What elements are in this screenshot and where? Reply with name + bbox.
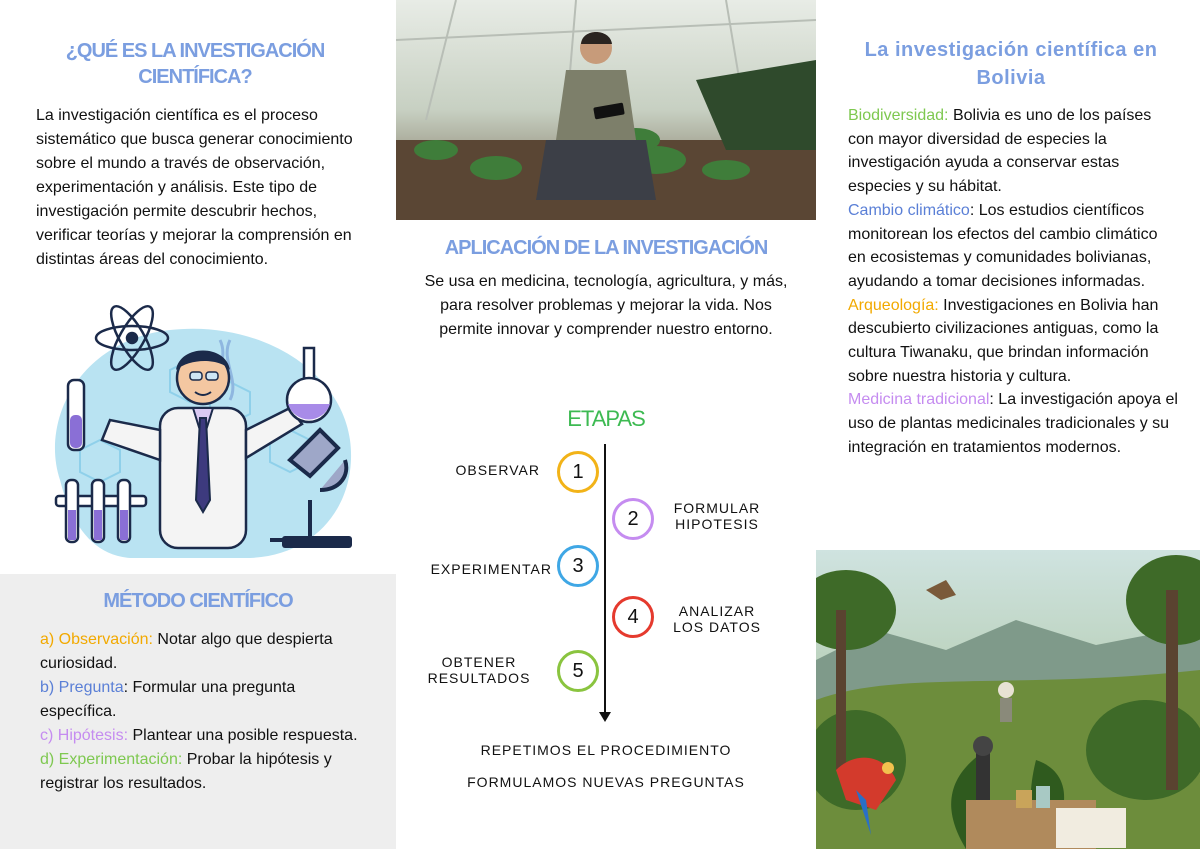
step-label: a) Observación: xyxy=(40,631,153,648)
step-text: Probar la hipótesis y registrar los resultados. xyxy=(40,751,332,792)
item-label: Biodiversidad: xyxy=(848,107,949,124)
greenhouse-farmer-photo xyxy=(396,0,816,220)
stage-number: 1 xyxy=(557,451,599,493)
item-text: : La investigación apoya el uso de plantas medicinales tradicionales y su integración en tratamientos modernos. xyxy=(848,391,1178,456)
method-title: MÉTODO CIENTÍFICO xyxy=(103,590,293,612)
stage-number: 5 xyxy=(557,650,599,692)
item-text: : Los estudios científicos monitorean los efectos del cambio climático en ecosistemas y comunidades bolivianas, ayudando a tomar decisiones informadas. xyxy=(848,201,1158,290)
method-steps xyxy=(40,628,370,796)
stage-label: ANALIZAR LOS DATOS xyxy=(673,603,761,635)
stage-label: EXPERIMENTAR xyxy=(430,561,552,577)
timeline-arrow-icon xyxy=(599,712,611,722)
timeline-line xyxy=(604,444,606,714)
item-label: Arqueología: xyxy=(848,296,939,314)
stage-label: OBTENER RESULTADOS xyxy=(427,654,531,686)
bolivia-info xyxy=(848,104,1178,460)
item-text: Investigaciones en Bolivia han descubierto civilizaciones antiguas, como la cultura Tiwanaku, que brindan información sobre nuestra historia y cultura. xyxy=(848,296,1159,385)
item-label: Medicina tradicional xyxy=(848,391,990,409)
repeat-line-2: FORMULAMOS NUEVAS PREGUNTAS xyxy=(467,774,745,790)
method-step xyxy=(40,676,370,724)
step-text: : Formular una pregunta específica. xyxy=(40,679,296,720)
step-label: c) Hipótesis: xyxy=(40,727,129,744)
etapas-title: ETAPAS xyxy=(567,406,645,431)
panel-que-es xyxy=(0,0,396,849)
stage-label: FORMULAR HIPOTESIS xyxy=(673,500,761,532)
intro-paragraph: La investigación científica es el proceso sistemático que busca generar conocimiento sobre el mundo a través de observación, experimentación y análisis. Este tipo de investigación permite descubrir hechos, verificar teorías y mejorar la comprensión en distintas áreas del conocimiento. xyxy=(36,107,353,268)
panel-bolivia xyxy=(816,0,1200,849)
bolivia-jungle-illustration xyxy=(816,550,1200,849)
aplicacion-paragraph: Se usa en medicina, tecnología, agricultura, y más, para resolver problemas y mejorar la vida. Nos permite innovar y comprender nuestro entorno. xyxy=(424,273,788,338)
step-text: Plantear una posible respuesta. xyxy=(128,727,358,744)
repeat-text xyxy=(396,734,816,798)
step-text: Notar algo que despierta curiosidad. xyxy=(40,631,333,672)
stage-number: 2 xyxy=(612,498,654,540)
panel1-title: ¿QUÉ ES LA INVESTIGACIÓN CIENTÍFICA? xyxy=(65,40,325,88)
stage-label: OBSERVAR xyxy=(455,462,540,478)
method-step xyxy=(40,724,370,748)
panel-aplicacion xyxy=(396,0,816,849)
scientist-illustration xyxy=(20,300,380,565)
step-label: b) Pregunta xyxy=(40,679,124,696)
stage-number: 4 xyxy=(612,596,654,638)
repeat-line-1: REPETIMOS EL PROCEDIMIENTO xyxy=(480,742,732,758)
stage-number: 3 xyxy=(557,545,599,587)
method-step xyxy=(40,628,370,676)
method-step xyxy=(40,748,370,796)
item-label: Cambio climático xyxy=(848,201,970,219)
metodo-cientifico-section xyxy=(0,574,396,849)
panel3-title: La investigación científica en Bolivia xyxy=(864,39,1158,89)
step-label: d) Experimentación: xyxy=(40,751,183,768)
panel2-title: APLICACIÓN DE LA INVESTIGACIÓN xyxy=(444,237,768,259)
item-text: Bolivia es uno de los países con mayor diversidad de especies la investigación ayuda a conservar estas especies y su hábitat. xyxy=(848,107,1152,196)
